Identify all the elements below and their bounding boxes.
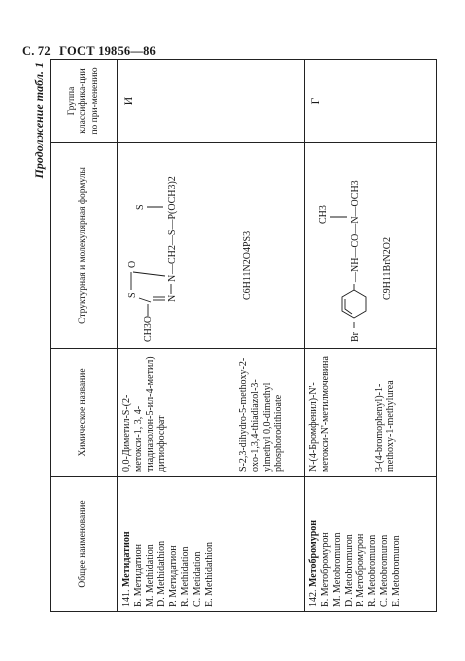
standard-code: ГОСТ 19856—86 xyxy=(59,44,156,58)
formula-text: CH3O xyxy=(143,315,154,342)
formula-text: S xyxy=(135,204,146,210)
molecular-formula: C9H11BrN2O2 xyxy=(382,237,394,300)
formula-text: O xyxy=(127,260,138,268)
formula-text: —NH—CO—N—OCH3 xyxy=(350,180,362,282)
column-header: Химическое название xyxy=(51,349,118,477)
molecular-formula: C6H11N2O4PS3 xyxy=(242,230,254,300)
table-row xyxy=(305,60,371,612)
formula-text: CH3 xyxy=(318,205,330,224)
structure-cell xyxy=(305,143,437,349)
formula-text: N xyxy=(167,294,178,302)
substance-table xyxy=(50,59,437,612)
methidathion-structure xyxy=(121,146,203,344)
chem-name-en-cell xyxy=(235,349,305,477)
structure-cell xyxy=(118,143,236,349)
common-name-cell xyxy=(305,477,437,612)
chemical-name-en: 3-(4-bromophenyl)-1-methoxy-1-methylurea xyxy=(373,380,397,472)
chemical-name-ru: N-(4-Бромфенил)-N'-метокси-N'-метилмочевина xyxy=(308,356,332,472)
chem-name-ru-cell xyxy=(118,349,236,477)
column-header: Группа классифика-ции по при-менению xyxy=(51,60,118,143)
synonym-list: Б. Метидатион М. Methidation D. Methidathion Р. Метидатион R. Methidation С. Metidation E. Methidathion xyxy=(132,540,215,607)
structural-formula xyxy=(308,147,378,344)
chem-name-ru-cell xyxy=(305,349,371,477)
column-header: Общее наименование xyxy=(51,477,118,612)
column-header: Структурная и молекулярная формулы xyxy=(51,143,118,349)
entry-title: Метидатион xyxy=(121,531,132,587)
group-code: Г xyxy=(308,97,323,105)
group-cell xyxy=(118,60,305,143)
chemical-name-ru: 0,0-Диметил-S-(2-метокси-1, 3, 4-тиадиазолон-5-ил-4-метил) дитиофосфат xyxy=(121,356,168,472)
formula-text: —CH2—S—P(OCH3)2 xyxy=(167,176,178,274)
table-row xyxy=(118,60,236,612)
entry-title: Метобромурон xyxy=(308,519,320,587)
common-name-cell xyxy=(118,477,305,612)
entry-number: 142. xyxy=(308,589,320,607)
structural-formula xyxy=(121,147,205,344)
group-code: И xyxy=(121,96,135,106)
table-header-row xyxy=(51,60,118,612)
page-header xyxy=(22,44,156,59)
chem-name-en-cell xyxy=(371,349,437,477)
rotated-table-block xyxy=(32,60,437,612)
page-number: С. 72 xyxy=(22,44,51,58)
formula-text: N xyxy=(167,274,178,282)
chemical-name-en: S-2,3-dihydro-5-methoxy-2-oxo-1,3,4-thiadiazol-3-ylmethyl 0,0-dimethyl phosphorodithioate xyxy=(238,357,285,472)
metobromuron-structure xyxy=(308,146,378,344)
group-cell xyxy=(305,60,437,143)
molecular-cell xyxy=(235,143,305,349)
formula-text: Br xyxy=(350,332,362,342)
continuation-label: Продолжение табл. 1 xyxy=(32,62,46,179)
formula-text: S xyxy=(127,292,138,298)
entry-number: 141. xyxy=(121,589,132,607)
synonym-list: Б. Метобромурон М. Metobromuron D. Metobromuron Р. Метобромурон R. Metobromuron С. Metobromuron E. Metobromuron xyxy=(320,532,402,607)
